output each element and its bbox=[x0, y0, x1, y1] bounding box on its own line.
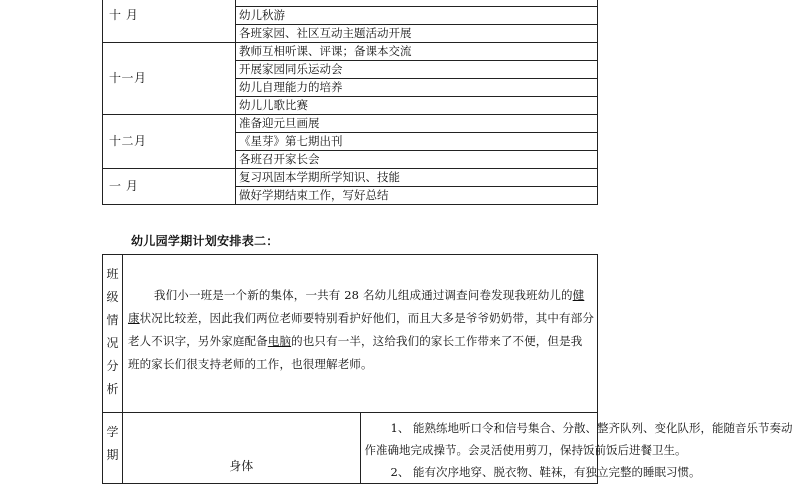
health-link[interactable]: 健康 bbox=[128, 288, 585, 325]
month-cell-december: 十二月 bbox=[103, 115, 236, 169]
label-char: 期 bbox=[106, 448, 119, 462]
goal-line: 作准确地完成操节。会灵活使用剪刀，保持饭前饭后进餐卫生。 bbox=[364, 443, 687, 457]
section-title: 幼儿园学期计划安排表二： bbox=[131, 234, 279, 248]
activity-cell: 做好学期结束工作，写好总结 bbox=[236, 187, 598, 205]
activity-cell: 《星芽》第七期出刊 bbox=[236, 133, 598, 151]
semester-goal-label-cell bbox=[103, 413, 123, 484]
activity-cell: 教师互相听课、评课；备课本交流 bbox=[236, 43, 598, 61]
analysis-label-cell bbox=[103, 255, 123, 413]
activity-cell: 准备迎元旦画展 bbox=[236, 115, 598, 133]
table-row bbox=[103, 255, 598, 413]
analysis-text-part: 我们小一班是一个新的集体，一共有 28 名幼儿组成通过调查问卷发现我班幼儿的 bbox=[154, 288, 573, 302]
table-row bbox=[103, 43, 598, 61]
month-cell-january: 一 月 bbox=[103, 169, 236, 205]
activity-cell: 各班召开家长会 bbox=[236, 151, 598, 169]
body-label-cell bbox=[123, 413, 361, 484]
label-char: 析 bbox=[106, 382, 119, 396]
label-char: 况 bbox=[106, 336, 119, 350]
computer-link[interactable]: 电脑 bbox=[267, 334, 292, 348]
activity-cell: 各班家园、社区互动主题活动开展 bbox=[236, 25, 598, 43]
body-label: 身体 bbox=[229, 459, 254, 473]
activity-cell: 复习巩固本学期所学知识、技能 bbox=[236, 169, 598, 187]
activity-cell: 幼儿自理能力的培养 bbox=[236, 79, 598, 97]
label-char: 班 bbox=[106, 267, 119, 281]
goal-line: 1、 能熟练地听口令和信号集合、分散、整齐队列、变化队形，能随音乐节奏动 bbox=[390, 421, 792, 435]
label-char: 级 bbox=[106, 290, 119, 304]
table-row bbox=[103, 115, 598, 133]
month-cell-november: 十一月 bbox=[103, 43, 236, 115]
table-row bbox=[103, 169, 598, 187]
schedule-table bbox=[102, 0, 598, 205]
goal-line: 2、 能有次序地穿、脱衣物、鞋袜，有独立完整的睡眠习惯。 bbox=[390, 465, 701, 479]
label-char: 分 bbox=[106, 359, 119, 373]
plan-table bbox=[102, 254, 792, 484]
label-char: 学 bbox=[106, 425, 119, 439]
class-analysis-text bbox=[123, 255, 598, 413]
label-char: 情 bbox=[106, 313, 119, 327]
table-row bbox=[103, 413, 598, 484]
analysis-text-part: 的也只有一半，这给我们的家长工作带来了不便，但是我班的家长们很支持老师的工作，也很理解老师。 bbox=[128, 334, 583, 371]
activity-cell: 幼儿儿歌比赛 bbox=[236, 97, 598, 115]
month-cell-october: 十 月 bbox=[103, 0, 236, 43]
analysis-text-part: 状况比较差，因此我们两位老师要特别看护好他们，而且大多是爷爷奶奶带，其中有部分老人不识字，另外家庭配备 bbox=[128, 311, 595, 348]
activity-cell: 开展家园同乐运动会 bbox=[236, 61, 598, 79]
goals-text bbox=[360, 413, 792, 484]
activity-cell: 幼儿秋游 bbox=[236, 7, 598, 25]
